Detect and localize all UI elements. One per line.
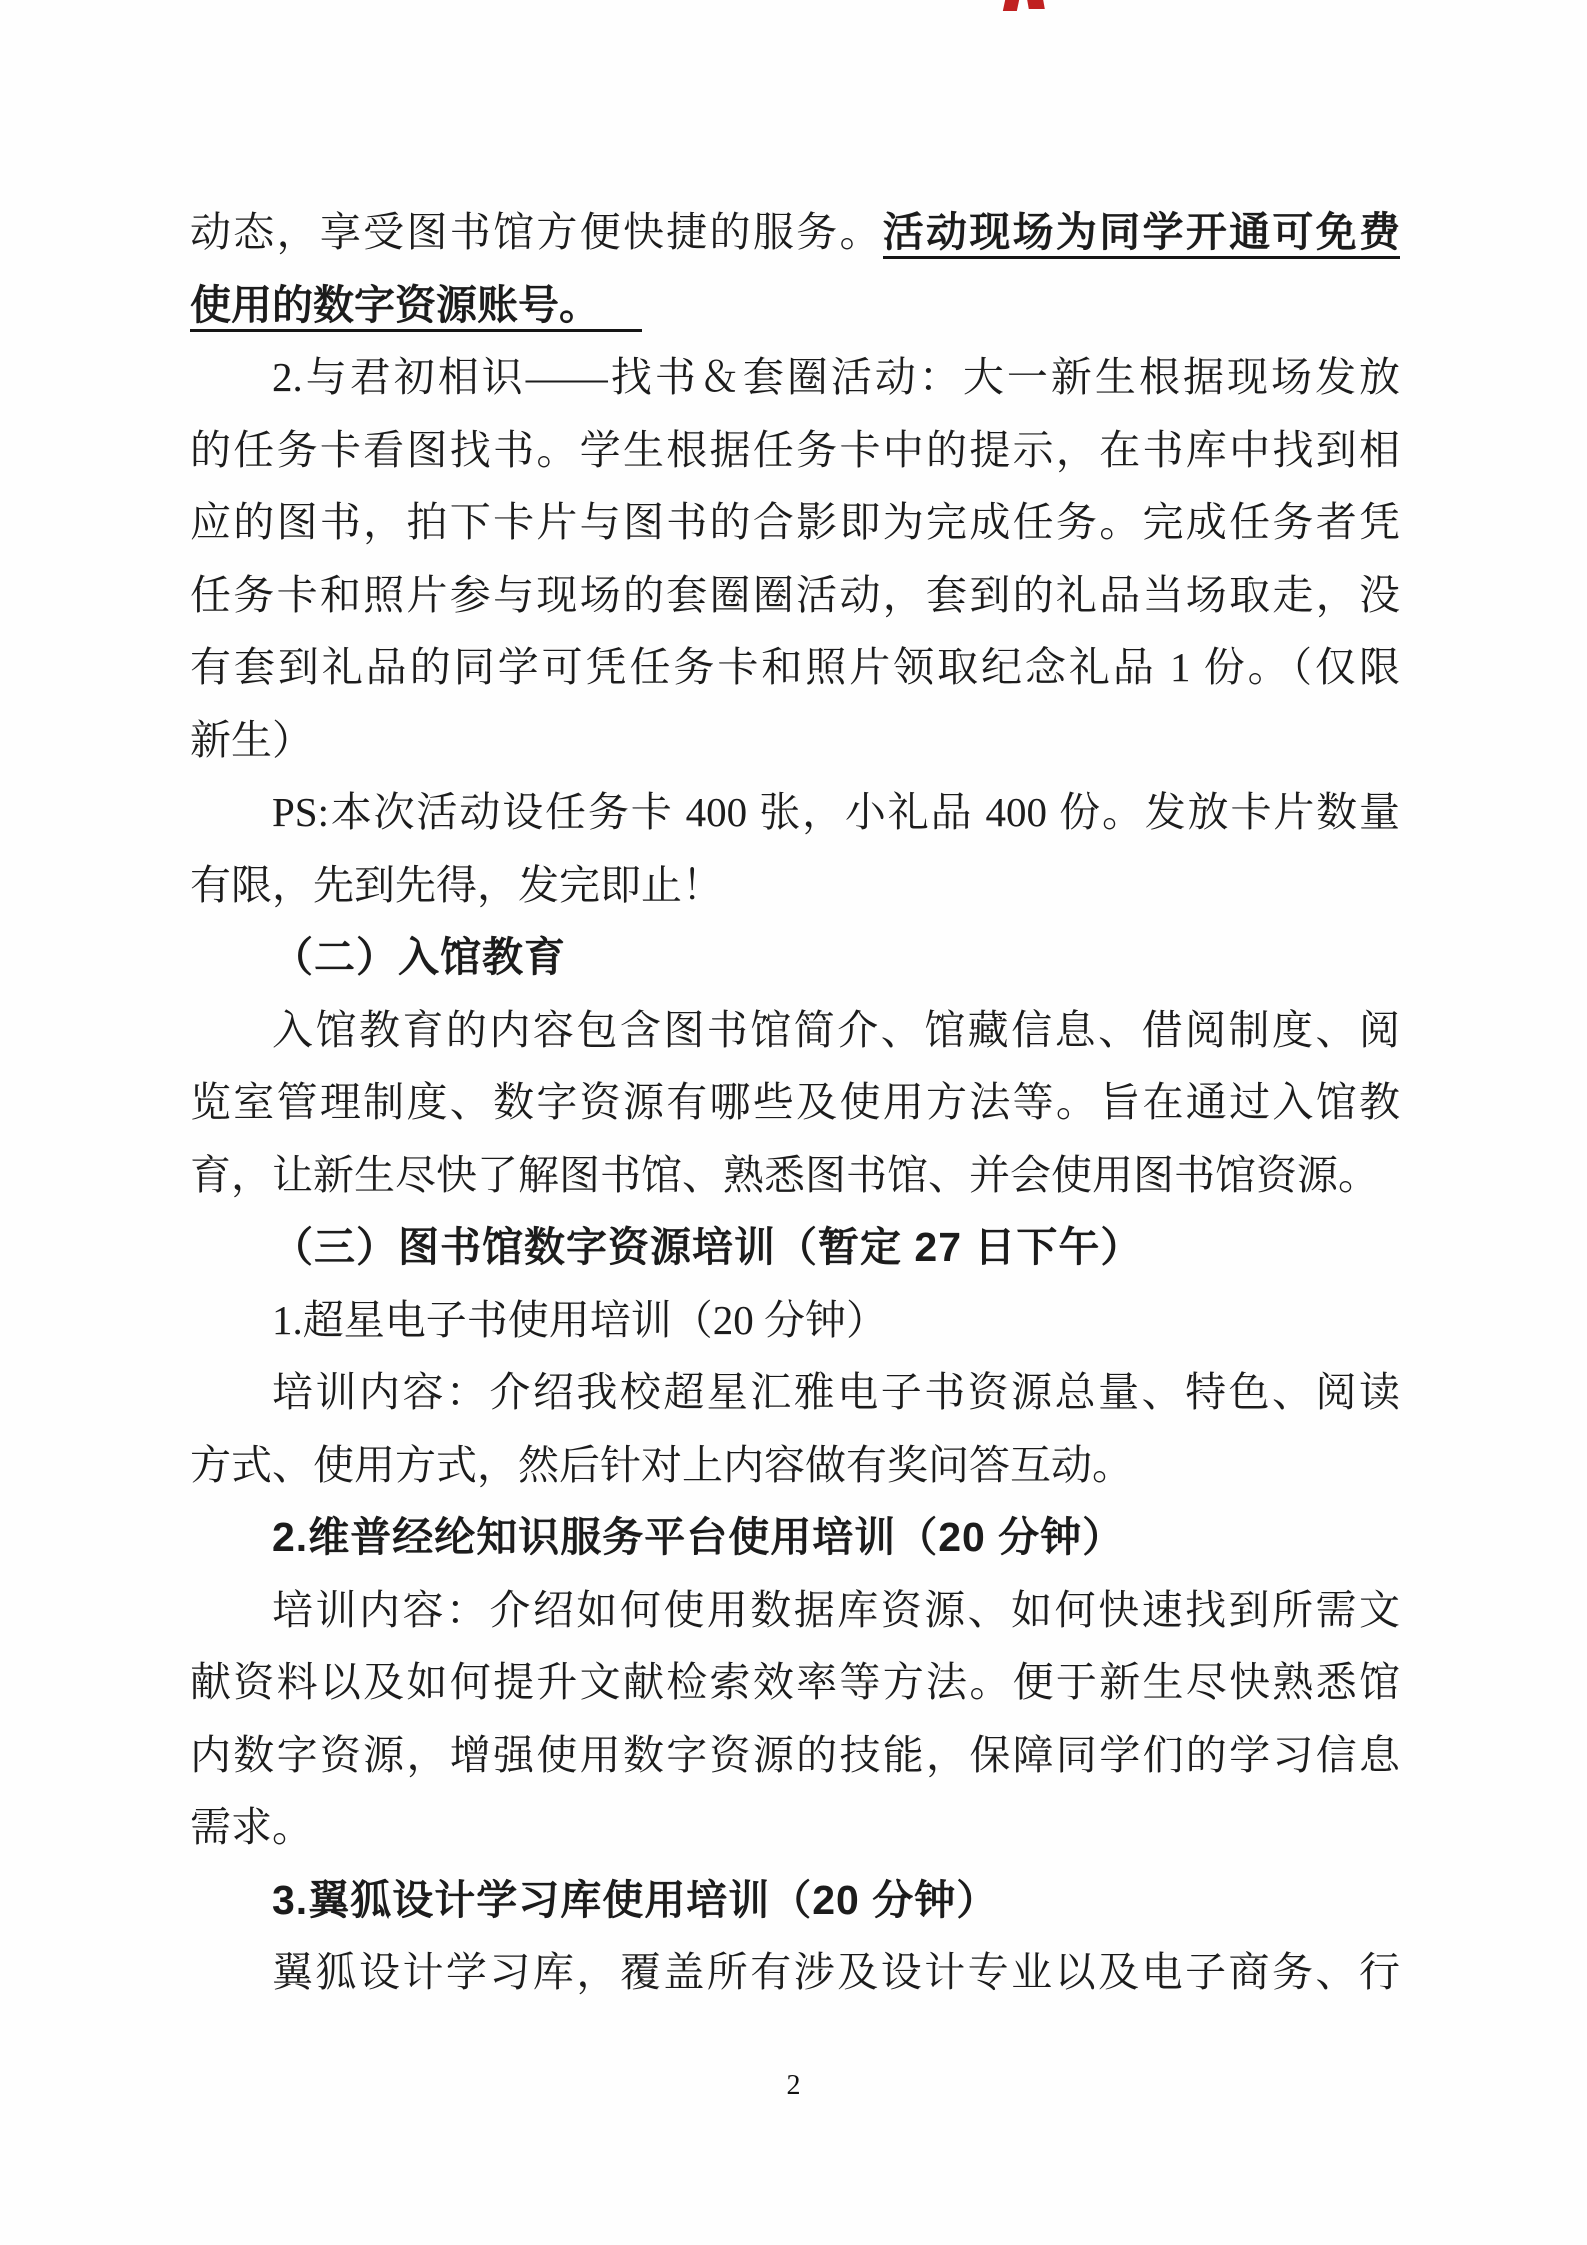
text-segment: 有限，先到先得，发完即止！	[190, 861, 723, 908]
text-segment: 1.超星电子书使用培训（20 分钟）	[272, 1296, 887, 1343]
text-line	[190, 1791, 1400, 1864]
text-line	[190, 1139, 1400, 1212]
text-segment: 培训内容：介绍我校超星汇雅电子书资源总量、特色、阅读	[272, 1369, 1400, 1415]
text-segment: 培训内容：介绍如何使用数据库资源、如何快速找到所需文	[272, 1586, 1400, 1633]
text-line	[190, 414, 1400, 487]
page-body	[190, 196, 1400, 2009]
text-segment: 方式、使用方式，然后针对上内容做有奖问答互动。	[190, 1441, 1133, 1488]
text-line	[190, 849, 1400, 922]
text-line	[190, 341, 1400, 414]
underlined-text: 使用的数字资源账号。	[190, 282, 642, 332]
text-line	[190, 1864, 1400, 1937]
red-ink-blob	[1003, 0, 1019, 11]
text-line	[190, 776, 1400, 849]
text-line	[190, 1574, 1400, 1647]
text-segment: 的任务卡看图找书。学生根据任务卡中的提示，在书库中找到相	[190, 426, 1400, 473]
text-segment: 献资料以及如何提升文献检索效率等方法。便于新生尽快熟悉馆	[190, 1659, 1400, 1705]
text-segment: 入馆教育的内容包含图书馆简介、馆藏信息、借阅制度、阅	[272, 1006, 1400, 1053]
red-ink-artifact	[1002, 0, 1048, 12]
text-segment: 翼狐设计学习库，覆盖所有涉及设计专业以及电子商务、行	[272, 1949, 1400, 1995]
underlined-text: 活动现场为同学开通可免费	[883, 209, 1400, 259]
text-segment: 任务卡和照片参与现场的套圈圈活动，套到的礼品当场取走，没	[190, 571, 1400, 618]
text-segment: 新生）	[190, 716, 313, 763]
text-line	[190, 1284, 1400, 1357]
text-segment: 2.维普经纶知识服务平台使用培训（20 分钟）	[272, 1514, 1125, 1560]
text-line	[190, 1066, 1400, 1139]
text-line	[190, 1936, 1400, 2009]
text-segment: 需求。	[190, 1804, 313, 1850]
text-line	[190, 1719, 1400, 1792]
text-line	[190, 196, 1400, 269]
text-line	[190, 704, 1400, 777]
text-segment: 览室管理制度、数字资源有哪些及使用方法等。旨在通过入馆教	[190, 1079, 1400, 1125]
text-line	[190, 1356, 1400, 1429]
text-line	[190, 1501, 1400, 1574]
text-line	[190, 1646, 1400, 1719]
red-ink-blob	[1027, 0, 1045, 9]
text-segment: 内数字资源，增强使用数字资源的技能，保障同学们的学习信息	[190, 1731, 1400, 1778]
text-segment: （三）图书馆数字资源培训（暂定 27 日下午）	[272, 1224, 1143, 1270]
text-segment: 有套到礼品的同学可凭任务卡和照片领取纪念礼品 1 份。（仅限	[190, 644, 1400, 690]
text-line	[190, 994, 1400, 1067]
text-segment: 育，让新生尽快了解图书馆、熟悉图书馆、并会使用图书馆资源。	[190, 1151, 1379, 1198]
text-line	[190, 631, 1400, 704]
text-segment: 3.翼狐设计学习库使用培训（20 分钟）	[272, 1876, 999, 1923]
text-segment: 应的图书，拍下卡片与图书的合影即为完成任务。完成任务者凭	[190, 499, 1400, 545]
text-line	[190, 559, 1400, 632]
text-line	[190, 486, 1400, 559]
text-line	[190, 1429, 1400, 1502]
text-segment: 2.与君初相识——找书＆套圈活动：大一新生根据现场发放	[272, 354, 1400, 400]
text-line	[190, 269, 1400, 342]
text-line	[190, 1211, 1400, 1284]
page-number: 2	[786, 2070, 801, 2101]
text-segment: PS:本次活动设任务卡 400 张，小礼品 400 份。发放卡片数量	[272, 789, 1400, 835]
page-footer	[0, 2070, 1587, 2102]
text-segment: （二）入馆教育	[272, 934, 566, 980]
text-segment: 动态，享受图书馆方便快捷的服务。	[190, 209, 883, 255]
text-line	[190, 921, 1400, 994]
